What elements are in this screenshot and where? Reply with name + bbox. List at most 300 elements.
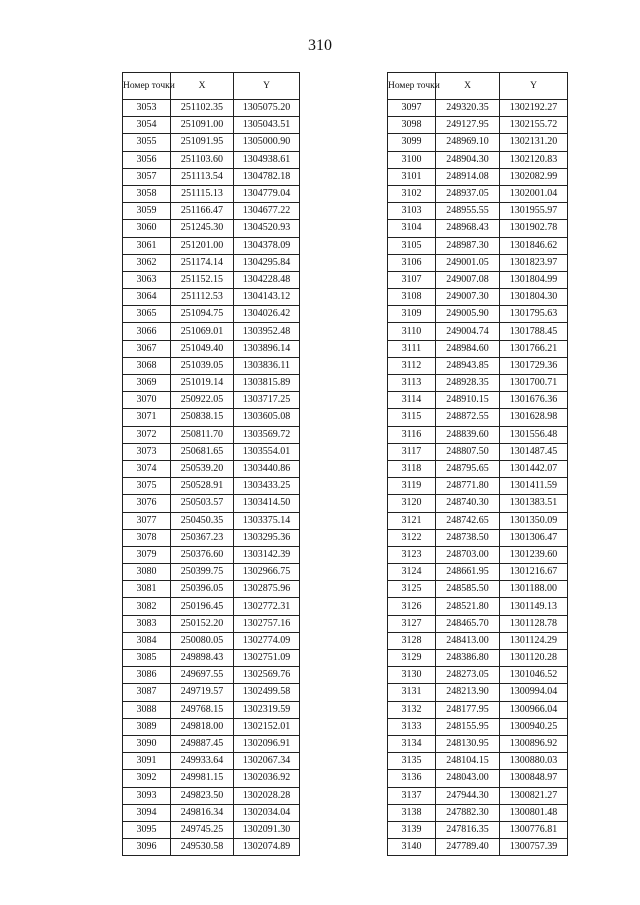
cell-point-number: 3109 bbox=[388, 306, 436, 323]
cell-y: 1302131.20 bbox=[500, 134, 568, 151]
cell-point-number: 3099 bbox=[388, 134, 436, 151]
cell-point-number: 3095 bbox=[123, 821, 171, 838]
table-row bbox=[123, 821, 300, 838]
table-row bbox=[388, 443, 568, 460]
table-row bbox=[388, 203, 568, 220]
cell-x: 250399.75 bbox=[171, 564, 234, 581]
table-row bbox=[388, 220, 568, 237]
table-row bbox=[388, 615, 568, 632]
cell-y: 1303717.25 bbox=[234, 392, 300, 409]
table-row bbox=[388, 667, 568, 684]
cell-y: 1303836.11 bbox=[234, 357, 300, 374]
cell-point-number: 3053 bbox=[123, 100, 171, 117]
cell-y: 1301383.51 bbox=[500, 495, 568, 512]
cell-y: 1303896.14 bbox=[234, 340, 300, 357]
cell-x: 250196.45 bbox=[171, 598, 234, 615]
table-row bbox=[123, 478, 300, 495]
cell-y: 1301788.45 bbox=[500, 323, 568, 340]
cell-x: 251091.00 bbox=[171, 117, 234, 134]
cell-x: 251069.01 bbox=[171, 323, 234, 340]
table-row bbox=[388, 735, 568, 752]
cell-point-number: 3060 bbox=[123, 220, 171, 237]
table-row bbox=[388, 770, 568, 787]
table-row bbox=[123, 340, 300, 357]
cell-point-number: 3092 bbox=[123, 770, 171, 787]
cell-y: 1305075.20 bbox=[234, 100, 300, 117]
cell-x: 251112.53 bbox=[171, 289, 234, 306]
table-row bbox=[123, 581, 300, 598]
cell-x: 248872.55 bbox=[436, 409, 500, 426]
cell-x: 248465.70 bbox=[436, 615, 500, 632]
table-row bbox=[123, 753, 300, 770]
cell-y: 1304378.09 bbox=[234, 237, 300, 254]
cell-y: 1301487.45 bbox=[500, 443, 568, 460]
table-row bbox=[123, 650, 300, 667]
cell-point-number: 3100 bbox=[388, 151, 436, 168]
cell-y: 1301128.78 bbox=[500, 615, 568, 632]
cell-x: 250376.60 bbox=[171, 546, 234, 563]
cell-point-number: 3137 bbox=[388, 787, 436, 804]
cell-point-number: 3061 bbox=[123, 237, 171, 254]
cell-y: 1300801.48 bbox=[500, 804, 568, 821]
cell-point-number: 3128 bbox=[388, 632, 436, 649]
cell-point-number: 3098 bbox=[388, 117, 436, 134]
table-row bbox=[123, 718, 300, 735]
cell-point-number: 3119 bbox=[388, 478, 436, 495]
cell-point-number: 3116 bbox=[388, 426, 436, 443]
cell-y: 1301628.98 bbox=[500, 409, 568, 426]
table-row bbox=[388, 117, 568, 134]
cell-point-number: 3111 bbox=[388, 340, 436, 357]
table-row bbox=[123, 770, 300, 787]
cell-point-number: 3054 bbox=[123, 117, 171, 134]
cell-x: 251152.15 bbox=[171, 271, 234, 288]
cell-point-number: 3056 bbox=[123, 151, 171, 168]
cell-x: 251102.35 bbox=[171, 100, 234, 117]
cell-point-number: 3082 bbox=[123, 598, 171, 615]
cell-x: 248043.00 bbox=[436, 770, 500, 787]
table-row bbox=[388, 632, 568, 649]
table-row bbox=[388, 460, 568, 477]
table-row bbox=[123, 701, 300, 718]
cell-x: 250681.65 bbox=[171, 443, 234, 460]
cell-x: 250152.20 bbox=[171, 615, 234, 632]
table-row bbox=[123, 203, 300, 220]
cell-point-number: 3140 bbox=[388, 839, 436, 856]
cell-point-number: 3094 bbox=[123, 804, 171, 821]
cell-point-number: 3074 bbox=[123, 460, 171, 477]
cell-point-number: 3130 bbox=[388, 667, 436, 684]
cell-point-number: 3136 bbox=[388, 770, 436, 787]
table-row bbox=[388, 392, 568, 409]
cell-x: 248413.00 bbox=[436, 632, 500, 649]
table-row bbox=[123, 254, 300, 271]
cell-x: 248521.80 bbox=[436, 598, 500, 615]
cell-x: 248904.30 bbox=[436, 151, 500, 168]
table-row bbox=[123, 804, 300, 821]
cell-y: 1301955.97 bbox=[500, 203, 568, 220]
table-row bbox=[123, 787, 300, 804]
cell-x: 251049.40 bbox=[171, 340, 234, 357]
cell-y: 1303440.86 bbox=[234, 460, 300, 477]
cell-x: 248771.80 bbox=[436, 478, 500, 495]
cell-y: 1301306.47 bbox=[500, 529, 568, 546]
cell-point-number: 3073 bbox=[123, 443, 171, 460]
table-row bbox=[388, 340, 568, 357]
table-row bbox=[388, 718, 568, 735]
coordinates-table-right bbox=[387, 72, 568, 856]
cell-y: 1303375.14 bbox=[234, 512, 300, 529]
cell-x: 249001.05 bbox=[436, 254, 500, 271]
cell-y: 1302096.91 bbox=[234, 735, 300, 752]
cell-point-number: 3076 bbox=[123, 495, 171, 512]
cell-y: 1301700.71 bbox=[500, 375, 568, 392]
table-row bbox=[123, 735, 300, 752]
cell-point-number: 3077 bbox=[123, 512, 171, 529]
cell-point-number: 3120 bbox=[388, 495, 436, 512]
table-row bbox=[123, 271, 300, 288]
table-row bbox=[123, 375, 300, 392]
table-row bbox=[123, 460, 300, 477]
table-row bbox=[123, 684, 300, 701]
table-row bbox=[123, 409, 300, 426]
cell-x: 249981.15 bbox=[171, 770, 234, 787]
cell-x: 251091.95 bbox=[171, 134, 234, 151]
cell-x: 247944.30 bbox=[436, 787, 500, 804]
cell-y: 1302966.75 bbox=[234, 564, 300, 581]
cell-y: 1302751.09 bbox=[234, 650, 300, 667]
cell-x: 247882.30 bbox=[436, 804, 500, 821]
cell-y: 1304938.61 bbox=[234, 151, 300, 168]
cell-y: 1302155.72 bbox=[500, 117, 568, 134]
cell-x: 249818.00 bbox=[171, 718, 234, 735]
cell-point-number: 3059 bbox=[123, 203, 171, 220]
cell-y: 1301902.78 bbox=[500, 220, 568, 237]
table-row bbox=[388, 478, 568, 495]
cell-x: 249530.58 bbox=[171, 839, 234, 856]
cell-y: 1302152.01 bbox=[234, 718, 300, 735]
cell-x: 249004.74 bbox=[436, 323, 500, 340]
table-row bbox=[123, 598, 300, 615]
cell-point-number: 3138 bbox=[388, 804, 436, 821]
cell-x: 248742.65 bbox=[436, 512, 500, 529]
cell-point-number: 3088 bbox=[123, 701, 171, 718]
cell-point-number: 3091 bbox=[123, 753, 171, 770]
cell-y: 1300940.25 bbox=[500, 718, 568, 735]
cell-y: 1301120.28 bbox=[500, 650, 568, 667]
cell-y: 1301442.07 bbox=[500, 460, 568, 477]
cell-y: 1303554.01 bbox=[234, 443, 300, 460]
cell-x: 249005.90 bbox=[436, 306, 500, 323]
coordinates-table-left bbox=[122, 72, 300, 856]
table-row bbox=[388, 546, 568, 563]
cell-x: 251174.14 bbox=[171, 254, 234, 271]
cell-point-number: 3089 bbox=[123, 718, 171, 735]
page-number: 310 bbox=[308, 37, 332, 54]
header-x: X bbox=[436, 73, 500, 100]
cell-y: 1301729.36 bbox=[500, 357, 568, 374]
cell-point-number: 3069 bbox=[123, 375, 171, 392]
table-row bbox=[123, 615, 300, 632]
cell-x: 249898.43 bbox=[171, 650, 234, 667]
cell-y: 1304779.04 bbox=[234, 185, 300, 202]
cell-x: 251039.05 bbox=[171, 357, 234, 374]
cell-x: 248177.95 bbox=[436, 701, 500, 718]
table-row bbox=[388, 289, 568, 306]
table-row bbox=[388, 787, 568, 804]
cell-y: 1301239.60 bbox=[500, 546, 568, 563]
cell-y: 1302067.34 bbox=[234, 753, 300, 770]
cell-y: 1303433.25 bbox=[234, 478, 300, 495]
cell-x: 248130.95 bbox=[436, 735, 500, 752]
table-row bbox=[123, 529, 300, 546]
table-row bbox=[388, 839, 568, 856]
cell-y: 1303414.50 bbox=[234, 495, 300, 512]
table-row bbox=[388, 701, 568, 718]
cell-point-number: 3110 bbox=[388, 323, 436, 340]
table-row bbox=[123, 357, 300, 374]
cell-y: 1301188.00 bbox=[500, 581, 568, 598]
cell-point-number: 3078 bbox=[123, 529, 171, 546]
cell-y: 1300880.03 bbox=[500, 753, 568, 770]
cell-y: 1301556.48 bbox=[500, 426, 568, 443]
cell-point-number: 3063 bbox=[123, 271, 171, 288]
cell-y: 1301149.13 bbox=[500, 598, 568, 615]
cell-point-number: 3075 bbox=[123, 478, 171, 495]
table-row bbox=[123, 151, 300, 168]
cell-point-number: 3084 bbox=[123, 632, 171, 649]
table-row bbox=[123, 667, 300, 684]
cell-x: 250367.23 bbox=[171, 529, 234, 546]
cell-x: 251019.14 bbox=[171, 375, 234, 392]
table-row bbox=[388, 168, 568, 185]
cell-point-number: 3117 bbox=[388, 443, 436, 460]
table-header-row bbox=[388, 73, 568, 100]
cell-point-number: 3065 bbox=[123, 306, 171, 323]
cell-point-number: 3101 bbox=[388, 168, 436, 185]
table-row bbox=[123, 443, 300, 460]
table-row bbox=[123, 237, 300, 254]
cell-point-number: 3097 bbox=[388, 100, 436, 117]
cell-point-number: 3057 bbox=[123, 168, 171, 185]
cell-point-number: 3127 bbox=[388, 615, 436, 632]
cell-x: 249697.55 bbox=[171, 667, 234, 684]
cell-point-number: 3067 bbox=[123, 340, 171, 357]
cell-x: 249127.95 bbox=[436, 117, 500, 134]
cell-x: 248987.30 bbox=[436, 237, 500, 254]
cell-x: 249823.50 bbox=[171, 787, 234, 804]
cell-point-number: 3121 bbox=[388, 512, 436, 529]
table-row bbox=[123, 134, 300, 151]
cell-x: 251103.60 bbox=[171, 151, 234, 168]
cell-point-number: 3064 bbox=[123, 289, 171, 306]
cell-x: 251113.54 bbox=[171, 168, 234, 185]
table-row bbox=[388, 254, 568, 271]
table-row bbox=[388, 581, 568, 598]
cell-y: 1301795.63 bbox=[500, 306, 568, 323]
cell-y: 1302082.99 bbox=[500, 168, 568, 185]
cell-y: 1301676.36 bbox=[500, 392, 568, 409]
cell-y: 1302028.28 bbox=[234, 787, 300, 804]
table-row bbox=[388, 271, 568, 288]
cell-x: 248155.95 bbox=[436, 718, 500, 735]
cell-y: 1304295.84 bbox=[234, 254, 300, 271]
cell-y: 1300896.92 bbox=[500, 735, 568, 752]
table-row bbox=[123, 117, 300, 134]
cell-y: 1301804.30 bbox=[500, 289, 568, 306]
cell-point-number: 3133 bbox=[388, 718, 436, 735]
cell-point-number: 3070 bbox=[123, 392, 171, 409]
table-row bbox=[388, 821, 568, 838]
cell-point-number: 3108 bbox=[388, 289, 436, 306]
cell-point-number: 3135 bbox=[388, 753, 436, 770]
cell-y: 1304520.93 bbox=[234, 220, 300, 237]
table-header-row bbox=[123, 73, 300, 100]
cell-x: 250811.70 bbox=[171, 426, 234, 443]
cell-y: 1304026.42 bbox=[234, 306, 300, 323]
table-row bbox=[388, 529, 568, 546]
cell-point-number: 3087 bbox=[123, 684, 171, 701]
cell-x: 248914.08 bbox=[436, 168, 500, 185]
table-row bbox=[388, 650, 568, 667]
table-row bbox=[388, 684, 568, 701]
cell-y: 1303569.72 bbox=[234, 426, 300, 443]
table-row bbox=[123, 392, 300, 409]
header-point-number: Номер точки bbox=[388, 73, 436, 100]
cell-x: 248807.50 bbox=[436, 443, 500, 460]
cell-y: 1302120.83 bbox=[500, 151, 568, 168]
cell-x: 251094.75 bbox=[171, 306, 234, 323]
cell-y: 1302875.96 bbox=[234, 581, 300, 598]
cell-point-number: 3096 bbox=[123, 839, 171, 856]
table-row bbox=[388, 495, 568, 512]
table-row bbox=[388, 804, 568, 821]
table-row bbox=[123, 564, 300, 581]
cell-point-number: 3071 bbox=[123, 409, 171, 426]
cell-y: 1305043.51 bbox=[234, 117, 300, 134]
table-row bbox=[388, 306, 568, 323]
header-y: Y bbox=[234, 73, 300, 100]
cell-y: 1302192.27 bbox=[500, 100, 568, 117]
cell-x: 248968.43 bbox=[436, 220, 500, 237]
cell-y: 1301046.52 bbox=[500, 667, 568, 684]
cell-y: 1304782.18 bbox=[234, 168, 300, 185]
cell-y: 1303815.89 bbox=[234, 375, 300, 392]
cell-point-number: 3139 bbox=[388, 821, 436, 838]
table-row bbox=[388, 409, 568, 426]
table-row bbox=[388, 237, 568, 254]
table-row bbox=[123, 426, 300, 443]
cell-y: 1302074.89 bbox=[234, 839, 300, 856]
cell-y: 1302569.76 bbox=[234, 667, 300, 684]
cell-point-number: 3055 bbox=[123, 134, 171, 151]
cell-point-number: 3131 bbox=[388, 684, 436, 701]
cell-y: 1302772.31 bbox=[234, 598, 300, 615]
cell-point-number: 3125 bbox=[388, 581, 436, 598]
cell-y: 1301124.29 bbox=[500, 632, 568, 649]
cell-y: 1304143.12 bbox=[234, 289, 300, 306]
cell-x: 248104.15 bbox=[436, 753, 500, 770]
cell-x: 250450.35 bbox=[171, 512, 234, 529]
cell-point-number: 3104 bbox=[388, 220, 436, 237]
cell-x: 248839.60 bbox=[436, 426, 500, 443]
cell-point-number: 3134 bbox=[388, 735, 436, 752]
cell-x: 248910.15 bbox=[436, 392, 500, 409]
cell-point-number: 3112 bbox=[388, 357, 436, 374]
cell-x: 248386.80 bbox=[436, 650, 500, 667]
cell-point-number: 3106 bbox=[388, 254, 436, 271]
cell-point-number: 3072 bbox=[123, 426, 171, 443]
cell-x: 247816.35 bbox=[436, 821, 500, 838]
header-x: X bbox=[171, 73, 234, 100]
cell-point-number: 3114 bbox=[388, 392, 436, 409]
cell-point-number: 3066 bbox=[123, 323, 171, 340]
table-row bbox=[123, 512, 300, 529]
table-row bbox=[388, 357, 568, 374]
cell-point-number: 3085 bbox=[123, 650, 171, 667]
cell-x: 250503.57 bbox=[171, 495, 234, 512]
cell-point-number: 3080 bbox=[123, 564, 171, 581]
cell-point-number: 3107 bbox=[388, 271, 436, 288]
cell-y: 1302319.59 bbox=[234, 701, 300, 718]
table-row bbox=[388, 426, 568, 443]
cell-y: 1301766.21 bbox=[500, 340, 568, 357]
cell-y: 1303952.48 bbox=[234, 323, 300, 340]
cell-x: 250080.05 bbox=[171, 632, 234, 649]
cell-y: 1302034.04 bbox=[234, 804, 300, 821]
cell-y: 1304677.22 bbox=[234, 203, 300, 220]
cell-point-number: 3058 bbox=[123, 185, 171, 202]
cell-x: 248937.05 bbox=[436, 185, 500, 202]
table-row bbox=[388, 100, 568, 117]
table-row bbox=[123, 220, 300, 237]
table-row bbox=[123, 185, 300, 202]
cell-y: 1304228.48 bbox=[234, 271, 300, 288]
cell-x: 249745.25 bbox=[171, 821, 234, 838]
cell-point-number: 3068 bbox=[123, 357, 171, 374]
cell-point-number: 3113 bbox=[388, 375, 436, 392]
cell-x: 248661.95 bbox=[436, 564, 500, 581]
cell-y: 1301216.67 bbox=[500, 564, 568, 581]
cell-point-number: 3093 bbox=[123, 787, 171, 804]
table-row bbox=[388, 564, 568, 581]
cell-x: 251115.13 bbox=[171, 185, 234, 202]
cell-point-number: 3126 bbox=[388, 598, 436, 615]
cell-y: 1301350.09 bbox=[500, 512, 568, 529]
cell-x: 248738.50 bbox=[436, 529, 500, 546]
cell-x: 249320.35 bbox=[436, 100, 500, 117]
cell-x: 248795.65 bbox=[436, 460, 500, 477]
cell-x: 250922.05 bbox=[171, 392, 234, 409]
cell-point-number: 3132 bbox=[388, 701, 436, 718]
cell-point-number: 3062 bbox=[123, 254, 171, 271]
table-row bbox=[388, 598, 568, 615]
table-row bbox=[388, 375, 568, 392]
cell-y: 1300966.04 bbox=[500, 701, 568, 718]
cell-point-number: 3129 bbox=[388, 650, 436, 667]
cell-x: 249007.30 bbox=[436, 289, 500, 306]
cell-y: 1300757.39 bbox=[500, 839, 568, 856]
cell-x: 250539.20 bbox=[171, 460, 234, 477]
cell-x: 248585.50 bbox=[436, 581, 500, 598]
cell-x: 251245.30 bbox=[171, 220, 234, 237]
cell-point-number: 3083 bbox=[123, 615, 171, 632]
cell-y: 1301804.99 bbox=[500, 271, 568, 288]
cell-x: 249768.15 bbox=[171, 701, 234, 718]
cell-y: 1300776.81 bbox=[500, 821, 568, 838]
cell-y: 1303605.08 bbox=[234, 409, 300, 426]
cell-point-number: 3102 bbox=[388, 185, 436, 202]
